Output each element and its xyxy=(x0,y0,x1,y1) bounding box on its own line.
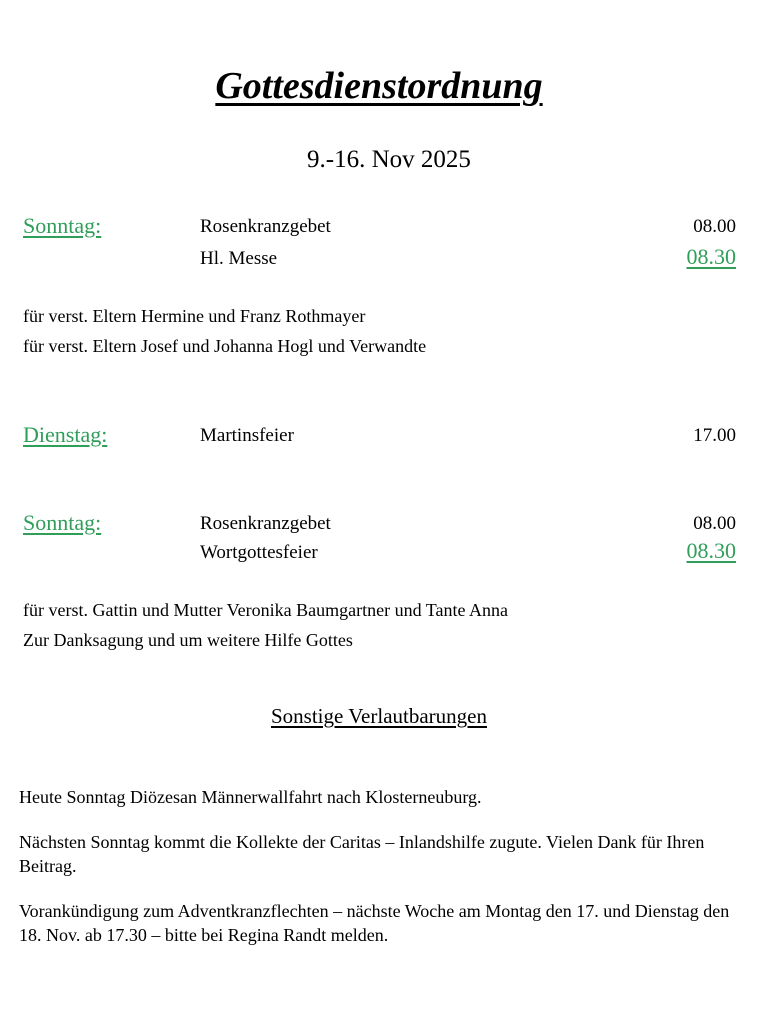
intention-line: für verst. Eltern Josef und Johanna Hogl und Verwandte xyxy=(23,336,427,356)
time-hl-messe: 08.30 xyxy=(686,244,736,269)
announcements-heading: Sonstige Verlautbarungen xyxy=(271,704,487,728)
day-label-sunday-2: Sonntag: xyxy=(23,510,102,535)
day-label-sunday-1: Sonntag: xyxy=(23,213,102,238)
day-label-dienstag: Dienstag: xyxy=(23,422,108,447)
event-martinsfeier: Martinsfeier xyxy=(200,425,294,446)
event-hl-messe: Hl. Messe xyxy=(200,248,278,269)
time-rosenkranzgebet-1: 08.00 xyxy=(693,216,736,237)
intention-line: Zur Danksagung und um weitere Hilfe Gottes xyxy=(23,630,353,650)
intention-line: für verst. Eltern Hermine und Franz Rothmayer xyxy=(23,306,366,326)
event-rosenkranzgebet-1: Rosenkranzgebet xyxy=(200,216,331,237)
time-rosenkranzgebet-2: 08.00 xyxy=(693,513,736,534)
date-range: 9.-16. Nov 2025 xyxy=(307,146,471,173)
intention-line: für verst. Gattin und Mutter Veronika Baumgartner und Tante Anna xyxy=(23,600,508,620)
announcement-item: Nächsten Sonntag kommt die Kollekte der Caritas – Inlandshilfe zugute. Vielen Dank für Ihren Beitrag. xyxy=(19,832,705,876)
time-martinsfeier: 17.00 xyxy=(693,425,736,446)
event-wortgottesfeier: Wortgottesfeier xyxy=(200,542,318,563)
event-rosenkranzgebet-2: Rosenkranzgebet xyxy=(200,513,331,534)
announcement-item: Heute Sonntag Diözesan Männerwallfahrt nach Klosterneuburg. xyxy=(19,787,482,807)
time-wortgottesfeier: 08.30 xyxy=(686,538,736,563)
page-title: Gottesdienstordnung xyxy=(215,65,543,107)
announcement-item: Vorankündigung zum Adventkranzflechten – nächste Woche am Montag den 17. und Dienstag den 18. Nov. ab 17.30 – bitte bei Regina Randt melden. xyxy=(19,901,730,945)
